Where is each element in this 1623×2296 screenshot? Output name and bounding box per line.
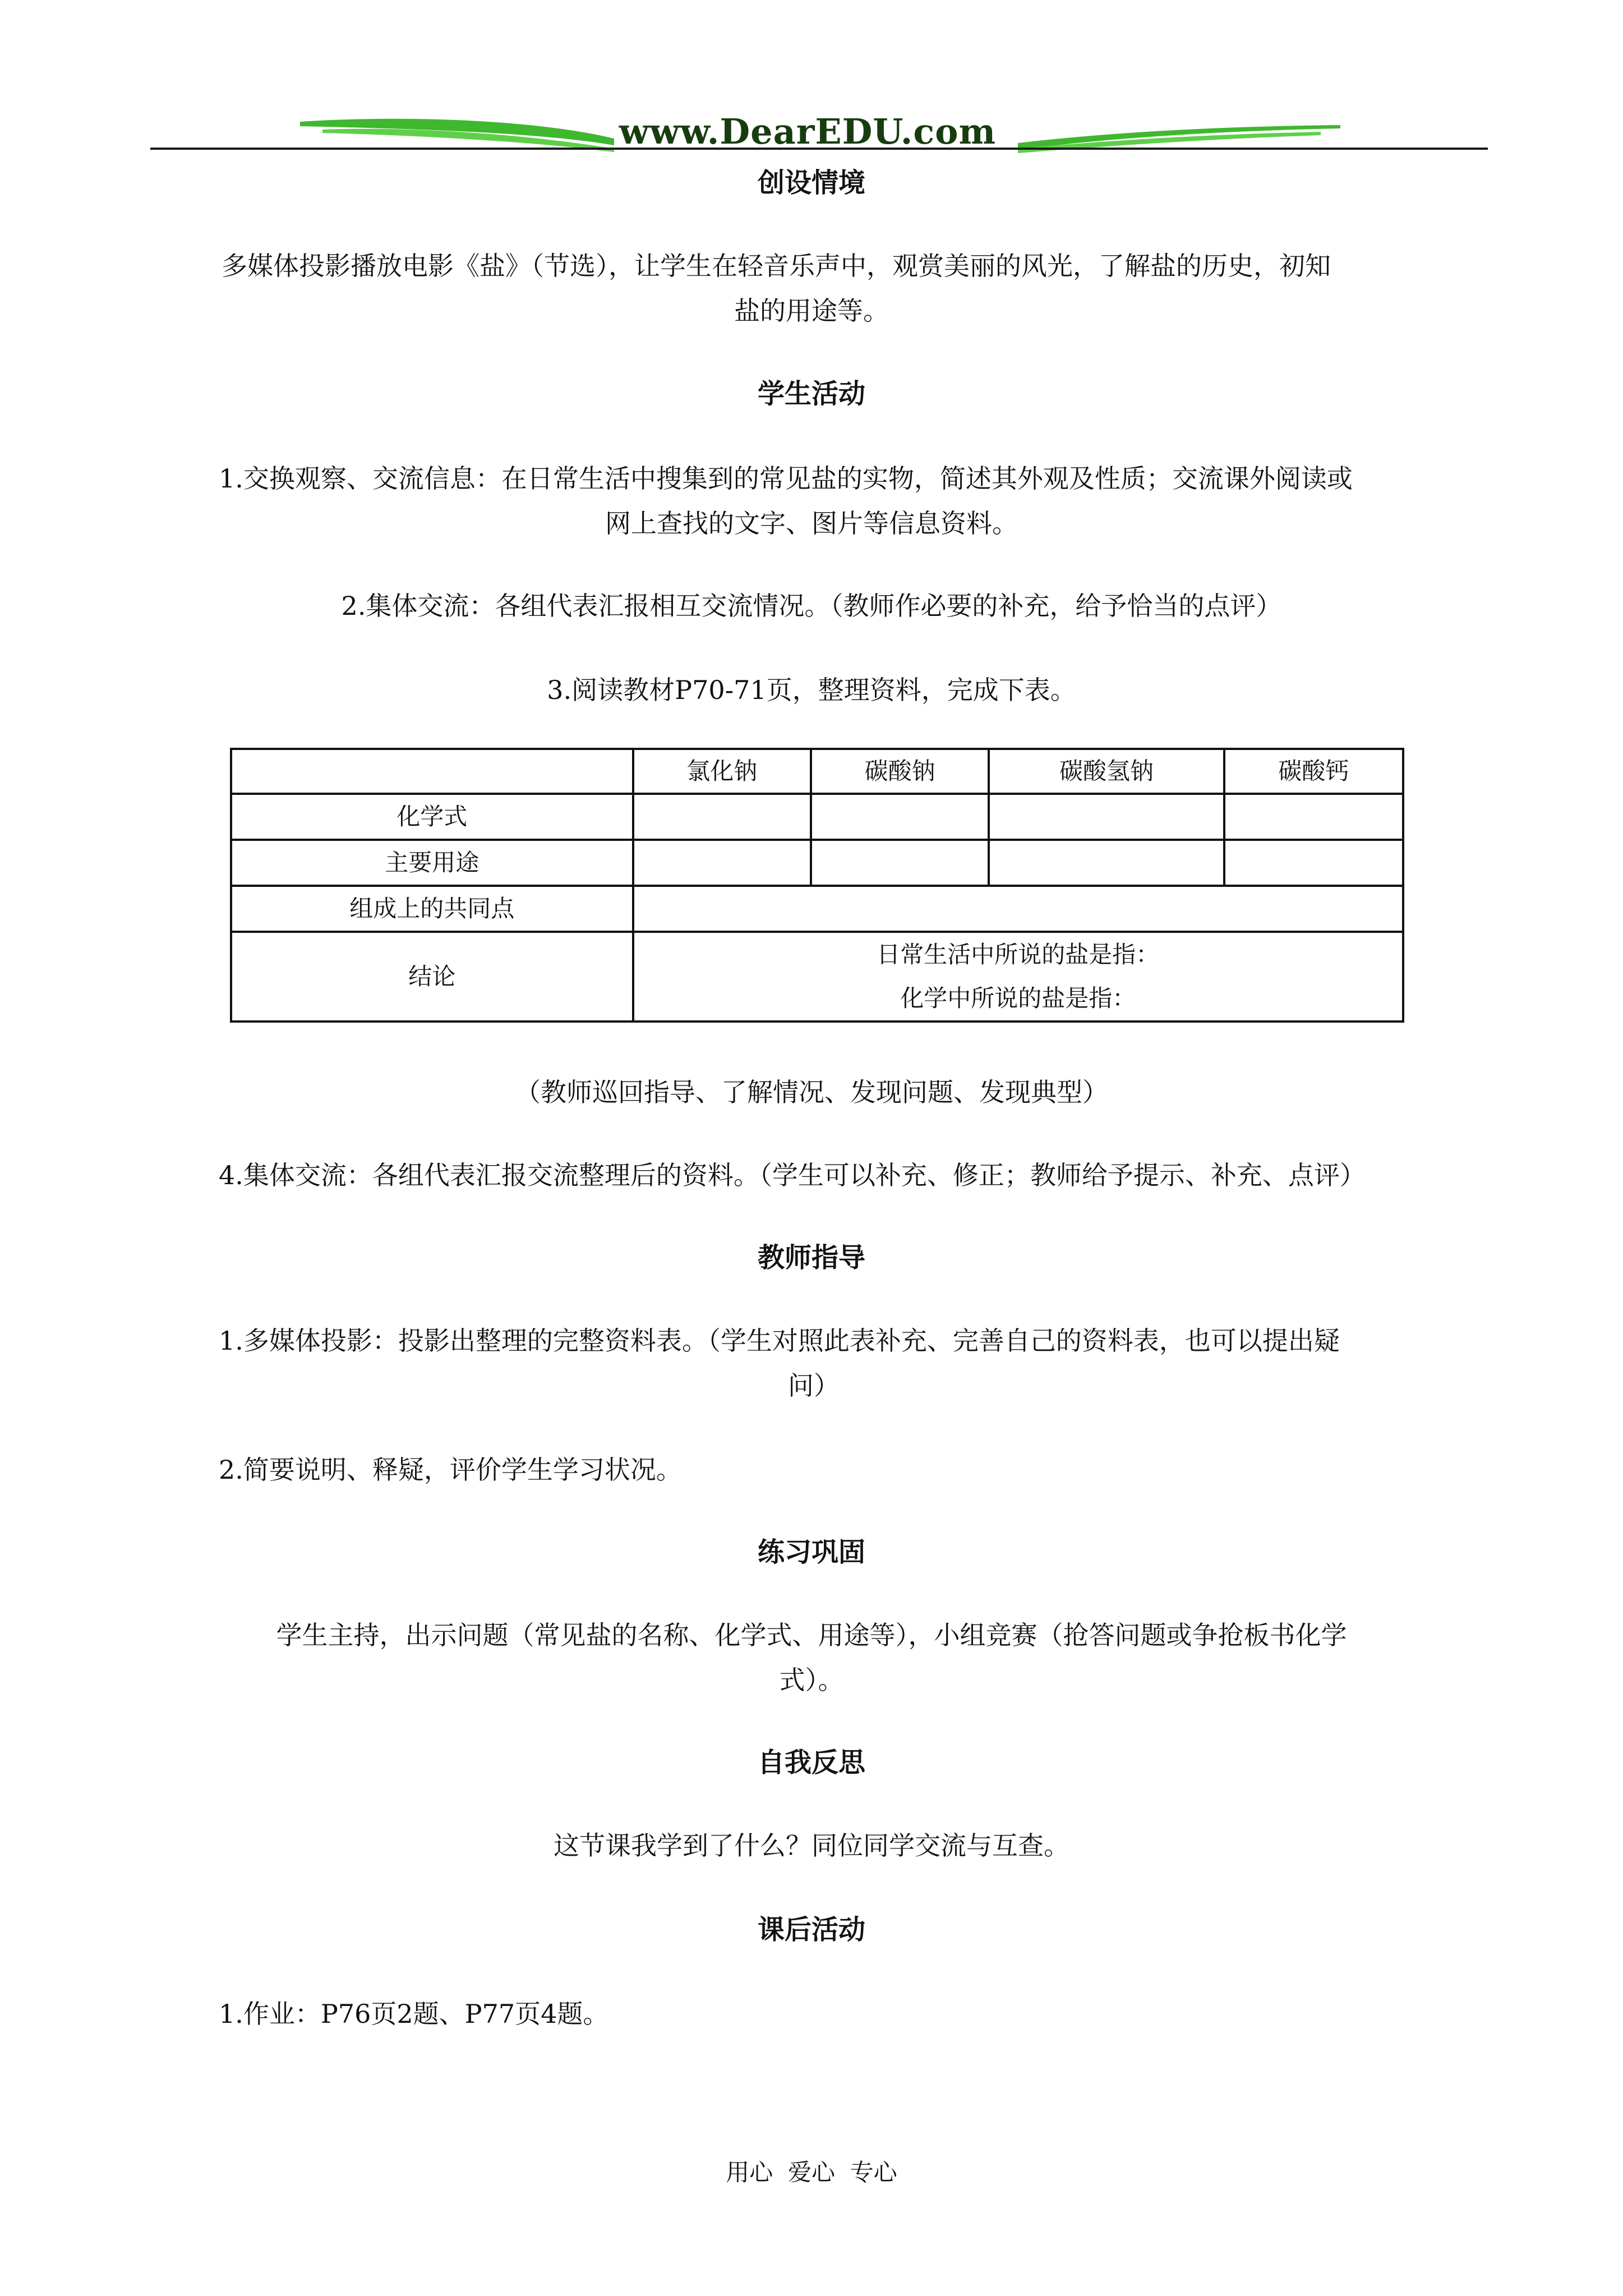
table-cell xyxy=(989,840,1224,886)
table-cell xyxy=(811,794,989,840)
paragraph: 3.阅读教材P70-71页，整理资料，完成下表。 xyxy=(547,675,1076,705)
salt-comparison-table xyxy=(230,748,1404,1023)
table-header-cell: 碳酸氢钠 xyxy=(989,749,1224,794)
paragraph-line: 学生主持，出示问题（常见盐的名称、化学式、用途等），小组竞赛（抢答问题或争抢板书化学 xyxy=(276,1620,1347,1650)
conclusion-line: 化学中所说的盐是指： xyxy=(900,984,1136,1012)
section-title-teacher-guidance: 教师指导 xyxy=(757,1242,865,1273)
table-cell xyxy=(633,886,1403,932)
logo-text: www.DearEDU.com xyxy=(619,111,997,152)
table-header-row xyxy=(231,749,1403,794)
row-label: 主要用途 xyxy=(231,840,633,886)
paragraph-line: 网上查找的文字、图片等信息资料。 xyxy=(605,508,1018,539)
row-label: 组成上的共同点 xyxy=(231,886,633,932)
paragraph-line: 式）。 xyxy=(779,1665,844,1695)
row-label: 化学式 xyxy=(231,794,633,840)
conclusion-cell xyxy=(633,932,1403,1022)
paragraph: 2.集体交流：各组代表汇报相互交流情况。（教师作必要的补充，给予恰当的点评） xyxy=(341,591,1282,621)
paragraph: 1.作业：P76页2题、P77页4题。 xyxy=(219,1999,609,2029)
table-header-cell: 碳酸钙 xyxy=(1224,749,1403,794)
section-title-scenario: 创设情境 xyxy=(757,167,865,199)
table-row xyxy=(231,840,1403,886)
table-row xyxy=(231,886,1403,932)
paragraph: 这节课我学到了什么？同位同学交流与互查。 xyxy=(554,1830,1069,1861)
paragraph: 4.集体交流：各组代表汇报交流整理后的资料。（学生可以补充、修正；教师给予提示、补充、点评） xyxy=(219,1160,1366,1190)
paragraph: 2.简要说明、释疑，评价学生学习状况。 xyxy=(219,1455,682,1485)
table-header-cell: 氯化钠 xyxy=(633,749,811,794)
paragraph-line: 1.交换观察、交流信息：在日常生活中搜集到的常见盐的实物，简述其外观及性质；交流课外阅读或 xyxy=(219,463,1353,494)
table-row xyxy=(231,794,1403,840)
paragraph: （教师巡回指导、了解情况、发现问题、发现典型） xyxy=(515,1077,1108,1107)
table-cell xyxy=(633,794,811,840)
paragraph-line: 多媒体投影播放电影《盐》（节选），让学生在轻音乐声中，观赏美丽的风光，了解盐的历史，初知 xyxy=(222,251,1331,281)
table-row xyxy=(231,932,1403,1022)
table-cell xyxy=(1224,840,1403,886)
paragraph-line: 1.多媒体投影：投影出整理的完整资料表。（学生对照此表补充、完善自己的资料表，也可以提出疑 xyxy=(219,1326,1340,1356)
section-title-practice: 练习巩固 xyxy=(757,1536,865,1568)
section-title-reflection: 自我反思 xyxy=(757,1747,865,1778)
table-header-cell xyxy=(231,749,633,794)
table-cell xyxy=(633,840,811,886)
table-cell xyxy=(989,794,1224,840)
paragraph-line: 问） xyxy=(788,1370,840,1401)
section-title-student-activity: 学生活动 xyxy=(757,378,865,409)
section-title-after-class: 课后活动 xyxy=(757,1914,865,1945)
table-header-cell: 碳酸钠 xyxy=(811,749,989,794)
table-cell xyxy=(811,840,989,886)
row-label: 结论 xyxy=(231,932,633,1022)
page-footer: 用心 爱心 专心 xyxy=(726,2159,897,2186)
table-cell xyxy=(1224,794,1403,840)
conclusion-line: 日常生活中所说的盐是指： xyxy=(877,941,1160,968)
paragraph-line: 盐的用途等。 xyxy=(734,296,889,326)
header-rule xyxy=(150,148,1488,150)
